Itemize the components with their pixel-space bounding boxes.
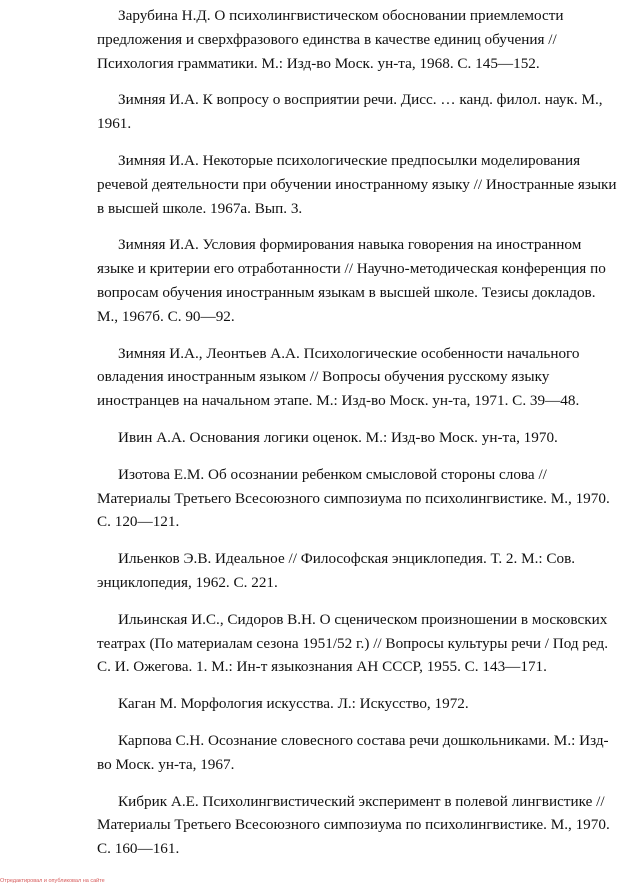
bibliography-entry: Каган М. Морфология искусства. Л.: Искусство, 1972. — [118, 695, 469, 713]
footer-watermark: Отредактировал и опубликовал на сайте — [0, 878, 105, 884]
bibliography-entry: Изотова Е.М. Об осознании ребенком смысловой стороны слова // Материалы Третьего Всесоюзного симпозиума по психолингвистике. М., 1970. С. 120—121. — [97, 465, 610, 531]
bibliography-entry: Зимняя И.А. Условия формирования навыка говорения на иностранном языке и критерии его отработанности // Научно-методическая конференция по вопросам обучения иностранным языкам в высшей школе. Тезисы докладов. М., 1967б. С. 90—92. — [97, 236, 606, 325]
bibliography-list — [97, 4, 617, 874]
bibliography-entry: Ильинская И.С., Сидоров В.Н. О сценическом произношении в московских театрах (По материалам сезона 1951/52 г.) // Вопросы культуры речи / Под ред. С. И. Ожегова. 1. М.: Ин-т языкознания АН СССР, 1955. С. 143—171. — [97, 610, 609, 676]
bibliography-entry: Зимняя И.А. Некоторые психологические предпосылки моделирования речевой деятельности при обучении иностранному языку // Иностранные языки в высшей школе. 1967а. Вып. 3. — [97, 151, 617, 217]
bibliography-entry: Зимняя И.А., Леонтьев А.А. Психологические особенности начального овладения иностранным языком // Вопросы обучения русскому языку иностранцев на начальном этапе. М.: Изд-во Моск. ун-та, 1971. С. 39—48. — [97, 344, 580, 410]
bibliography-entry: Зарубина Н.Д. О психолингвистическом обосновании приемлемости предложения и сверхфразового единства в качестве единиц обучения // Психология грамматики. М.: Изд-во Моск. ун-та, 1968. С. 145—152. — [97, 7, 564, 72]
bibliography-entry: Карпова С.Н. Осознание словесного состава речи дошкольниками. М.: Изд-во Моск. ун-та, 1967. — [97, 731, 609, 773]
bibliography-entry: Кибрик А.Е. Психолингвистический эксперимент в полевой лингвистике // Материалы Третьего Всесоюзного симпозиума по психолингвистике. М., 1970. С. 160—161. — [97, 792, 610, 858]
bibliography-entry: Ильенков Э.В. Идеальное // Философская энциклопедия. Т. 2. М.: Сов. энциклопедия, 1962. С. 221. — [97, 550, 576, 591]
bibliography-entry: Зимняя И.А. К вопросу о восприятии речи. Дисс. … канд. филол. наук. М., 1961. — [97, 91, 603, 133]
bibliography-entry: Ивин А.А. Основания логики оценок. М.: Изд-во Моск. ун-та, 1970. — [118, 428, 558, 446]
